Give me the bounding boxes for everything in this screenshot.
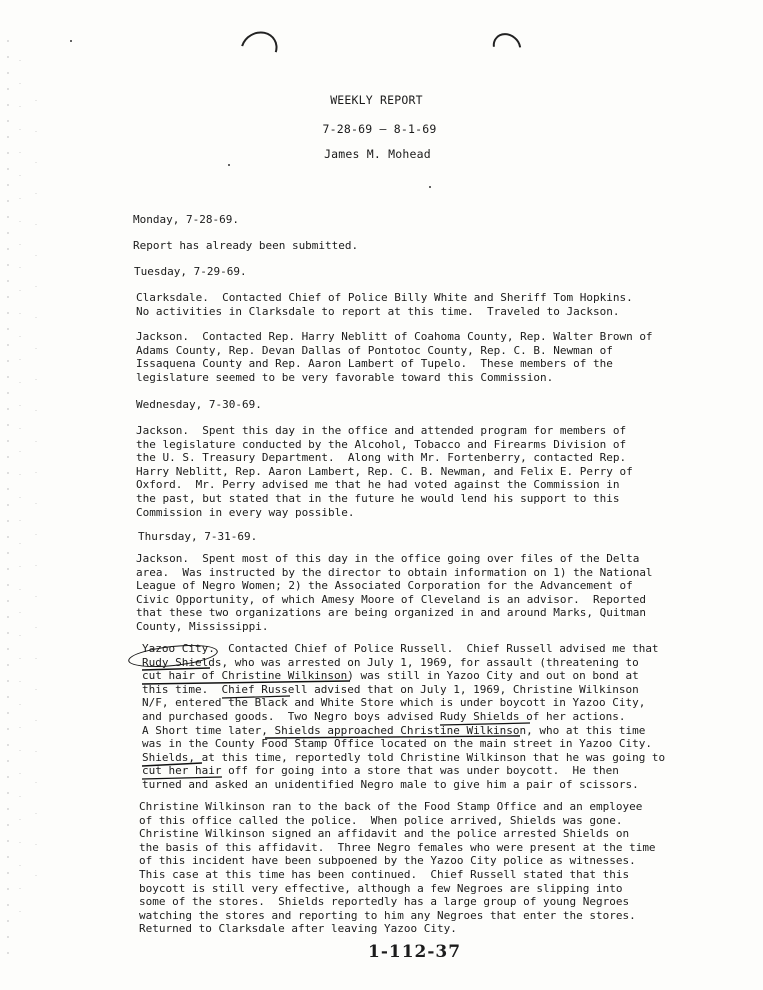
text-line: Harry Neblitt, Rep. Aaron Lambert, Rep. C. B. Newman, and Felix E. Perry of — [136, 464, 633, 478]
text-line: League of Negro Women; 2) the Associated Corporation for the Advancement of — [136, 579, 633, 593]
text-line: turned and asked an unidentified Negro male to give him a pair of scissors. — [142, 777, 639, 791]
text-line: of this incident have been subpoened by the Yazoo City police as witnesses. — [139, 854, 636, 868]
text-line: the legislature conducted by the Alcohol, Tobacco and Firearms Division of — [136, 437, 627, 451]
monday-text: Report has already been submitted. — [133, 239, 359, 252]
text-line: Jackson. Contacted Rep. Harry Neblitt of Coahoma County, Rep. Walter Brown of — [136, 330, 653, 343]
text-line: the basis of this affidavit. Three Negro females who were present at the time — [139, 840, 656, 854]
text-line: Shields, at this time, reportedly told Christine Wilkinson that he was going to — [142, 750, 666, 764]
text-line: of this office called the police. When police arrived, Shields was gone. — [139, 813, 623, 827]
text-line: and purchased goods. Two Negro boys advised Rudy Shields of her actions. — [142, 709, 626, 723]
text-line: County, Mississippi. — [136, 619, 269, 633]
report-title: WEEKLY REPORT — [330, 93, 423, 107]
text-line: legislature seemed to be very favorable toward this Commission. — [136, 370, 554, 384]
day-heading-wednesday: Wednesday, 7-30-69. — [136, 398, 262, 411]
text-line: Yazoo City. Contacted Chief of Police Russell. Chief Russell advised me that — [142, 642, 659, 655]
text-line: Commission in every way possible. — [136, 505, 355, 519]
text-line: was in the County Food Stamp Office located on the main street in Yazoo City. — [142, 737, 652, 751]
day-heading-thursday: Thursday, 7-31-69. — [138, 530, 258, 543]
text-line: Oxford. Mr. Perry advised me that he had voted against the Commission in — [136, 478, 620, 492]
text-line: cut hair of Christine Wilkinson) was still in Yazoo City and out on bond at — [142, 669, 639, 683]
text-line: this time. Chief Russell advised that on July 1, 1969, Christine Wilkinson — [142, 682, 639, 696]
text-line: Issaquena County and Rep. Aaron Lambert of Tupelo. These members of the — [136, 357, 613, 371]
text-line: N/F, entered the Black and White Store which is under boycott in Yazoo City, — [142, 696, 646, 710]
text-line: cut her hair off for going into a store that was under boycott. He then — [142, 764, 619, 778]
text-line: Civic Opportunity, of which Amesy Moore of Cleveland is an advisor. Reported — [136, 592, 646, 606]
day-heading-tuesday: Tuesday, 7-29-69. — [134, 265, 247, 278]
text-line: watching the stores and reporting to him any Negroes that enter the stores. — [139, 908, 636, 922]
text-line: Christine Wilkinson ran to the back of the Food Stamp Office and an employee — [139, 800, 643, 813]
text-line: that these two organizations are being organized in and around Marks, Quitman — [136, 606, 646, 620]
page-number: 1-112-37 — [368, 942, 462, 962]
report-dates: 7-28-69 — 8-1-69 — [322, 122, 437, 136]
text-line: area. Was instructed by the director to obtain information on 1) the National — [136, 565, 653, 579]
text-line: No activities in Clarksdale to report at this time. Traveled to Jackson. — [136, 304, 620, 318]
text-line: A Short time later, Shields approached Christine Wilkinson, who at this time — [142, 723, 646, 737]
text-line: Clarksdale. Contacted Chief of Police Billy White and Sheriff Tom Hopkins. — [136, 291, 633, 304]
text-line: boycott is still very effective, although a few Negroes are slipping into — [139, 881, 623, 895]
text-line: the U. S. Treasury Department. Along with Mr. Fortenberry, contacted Rep. — [136, 451, 627, 465]
report-author: James M. Mohead — [324, 147, 431, 161]
text-line: Adams County, Rep. Devan Dallas of Pontotoc County, Rep. C. B. Newman of — [136, 343, 613, 357]
text-line: Returned to Clarksdale after leaving Yazoo City. — [139, 922, 457, 936]
text-line: Rudy Shields, who was arrested on July 1, 1969, for assault (threatening to — [142, 655, 639, 669]
thursday-paragraph-continued — [139, 800, 699, 936]
day-heading-monday: Monday, 7-28-69. — [133, 213, 239, 226]
text-line: Jackson. Spent this day in the office and attended program for members of — [136, 424, 627, 437]
text-line: Jackson. Spent most of this day in the office going over files of the Delta — [136, 552, 640, 565]
text-line: This case at this time has been continued. Chief Russell stated that this — [139, 867, 630, 881]
text-line: Christine Wilkinson signed an affidavit and the police arrested Shields on — [139, 827, 630, 841]
text-line: some of the stores. Shields reportedly has a large group of young Negroes — [139, 895, 630, 909]
text-line: the past, but stated that in the future he would lend his support to this — [136, 491, 620, 505]
